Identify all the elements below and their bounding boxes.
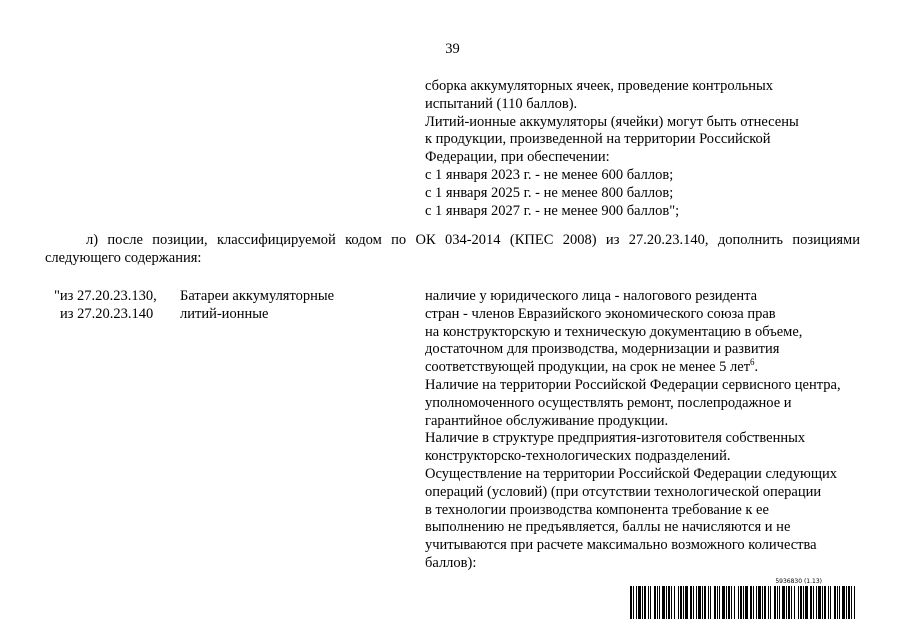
- requirement-line: операций (условий) (при отсутствии технологической операции: [425, 483, 822, 500]
- product-name: [180, 288, 334, 324]
- requirement-line: [425, 359, 841, 377]
- barcode-area: [630, 578, 856, 624]
- requirement-line: выполнению не предъявляется, баллы не начисляются и не: [425, 519, 791, 536]
- requirement-line: стран - членов Евразийского экономического союза прав: [425, 305, 776, 322]
- barcode-number: 5936830 (1.13): [775, 578, 822, 585]
- requirements-block: [425, 288, 841, 573]
- barcode-icon: [630, 586, 856, 619]
- text-line: Федерации, при обеспечении:: [425, 149, 610, 166]
- requirement-line: в технологии производства компонента требование к ее: [425, 501, 769, 518]
- top-text-block: [425, 78, 799, 220]
- okpd-code: "из 27.20.23.130,: [54, 288, 157, 304]
- product-name-line: литий-ионные: [180, 305, 269, 322]
- paragraph-line: следующего содержания:: [45, 249, 202, 266]
- requirement-line: учитываются при расчете максимально возможного количества: [425, 537, 817, 554]
- page-number: 39: [445, 41, 460, 57]
- text-line: с 1 января 2027 г. - не менее 900 баллов";: [425, 202, 680, 219]
- paragraph-line: л) после позиции, классифицируемой кодом по ОК 034-2014 (КПЕС 2008) из 27.20.23.140, дополнить позициями: [86, 232, 860, 248]
- requirement-line: на конструкторскую и техническую документацию в объеме,: [425, 323, 803, 340]
- okpd-code: из 27.20.23.140: [60, 306, 154, 322]
- requirement-line: Наличие на территории Российской Федерации сервисного центра,: [425, 376, 841, 393]
- requirement-line: Осуществление на территории Российской Федерации следующих: [425, 465, 837, 482]
- requirement-line: конструкторско-технологических подразделений.: [425, 448, 731, 465]
- text-line: к продукции, произведенной на территории Российской: [425, 131, 771, 148]
- product-name-line: Батареи аккумуляторные: [180, 288, 335, 304]
- footnote-mark: 6: [750, 357, 755, 368]
- requirement-line: уполномоченного осуществлять ремонт, послепродажное и: [425, 394, 792, 411]
- text-line: сборка аккумуляторных ячеек, проведение контрольных: [425, 78, 773, 94]
- requirement-line: достаточном для производства, модернизации и развития: [425, 341, 780, 358]
- text-line: с 1 января 2025 г. - не менее 800 баллов;: [425, 184, 674, 201]
- requirement-line-text: соответствующей продукции, на срок не менее 5 лет: [425, 359, 751, 376]
- requirement-line: баллов):: [425, 554, 477, 571]
- text-line: испытаний (110 баллов).: [425, 95, 578, 112]
- requirement-line: Наличие в структуре предприятия-изготовителя собственных: [425, 430, 806, 447]
- requirement-line: гарантийное обслуживание продукции.: [425, 412, 669, 429]
- text-line: с 1 января 2023 г. - не менее 600 баллов;: [425, 166, 674, 183]
- text-line: Литий-ионные аккумуляторы (ячейки) могут быть отнесены: [425, 113, 799, 130]
- amendment-paragraph: [45, 232, 860, 268]
- requirement-line: наличие у юридического лица - налогового резидента: [425, 288, 758, 304]
- footnote-punct: .: [754, 359, 759, 376]
